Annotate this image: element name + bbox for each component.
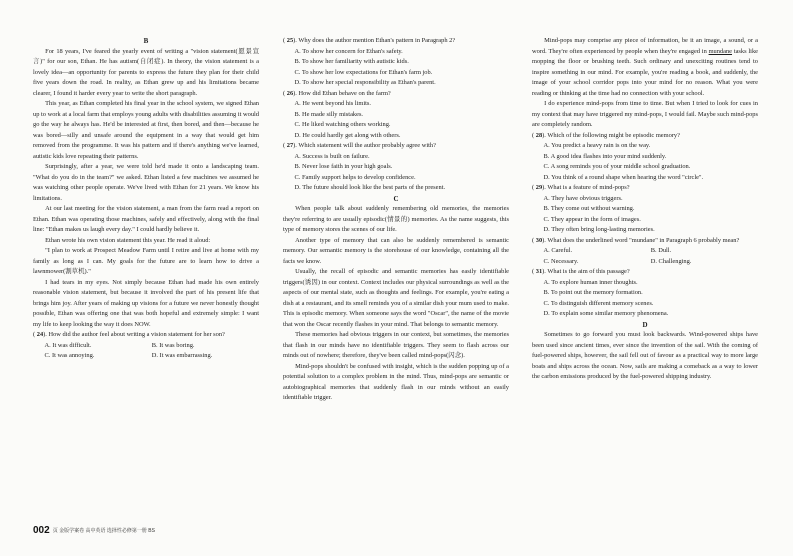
option-b[interactable]: B. Never lose faith in your high goals.: [294, 163, 393, 170]
question-stem: What does the underlined word "mundane" in Paragraph 6 probably mean?: [547, 236, 740, 244]
option-a[interactable]: A. Success is built on failure.: [294, 152, 370, 160]
option-c[interactable]: C. Necessary.: [543, 257, 579, 265]
option-c[interactable]: C. To show her low expectations for Ethan's farm job.: [294, 68, 433, 76]
question-number: 26: [286, 89, 294, 97]
question-26: ( 26). How did Ethan behave on the farm? A. He went beyond his limits. B. He made silly mistakes. C. He liked watching others working. D. He could hardly get along with others.: [283, 89, 509, 142]
passage-c-paragraph-2: Another type of memory that can also be suddenly remembered is semantic memory. Our semantic memory is the storehouse of our knowledge, containing all the facts we know.: [283, 236, 509, 265]
footer-text: 页 金版学案卷 高中英语 选择性必修第一册 BS: [52, 528, 155, 534]
question-number: 30: [535, 236, 543, 244]
question-28: ( 28). Which of the following might be episodic memory? A. You predict a heavy rain is on the way. B. A good idea flashes into your mind suddenly. C. A song reminds you of your middle school graduation. D. You think of a round shape when hearing the word "circle".: [532, 131, 758, 184]
option-c[interactable]: C. It was annoying.: [44, 352, 95, 359]
option-d[interactable]: D. Challenging.: [650, 257, 692, 265]
answer-bracket-open[interactable]: (: [283, 37, 286, 44]
passage-c-paragraph-7: I do experience mind-pops from time to time. But when I tried to look for cues in my context that may have triggered my mind-pops, I would fail. Maybe such mind-pops are completely random.: [532, 100, 758, 128]
answer-bracket-close: ): [542, 236, 545, 244]
passage-c-paragraph-5: Mind-pops shouldn't be confused with insight, which is the sudden popping up of a potential solution to a complex problem in the mind. Thus, mind-pops are semantic or autobiographical memories that suddenly flash in our minds without an easily identifiable trigger.: [283, 362, 509, 401]
option-a[interactable]: A. To show her concern for Ethan's safety.: [294, 47, 403, 55]
option-b[interactable]: B. They come out without warning.: [543, 205, 635, 212]
answer-bracket-open[interactable]: (: [532, 268, 535, 275]
passage-b-paragraph-2: This year, as Ethan completed his final year in the school system, we signed Ethan up to work at a local farm that employs young adults with disabilities assuming it would go the way he always has. He'd be interested at first, then bored, and then—because he was bored—silly and unsafe around the equipment in a way that would get him removed from the programme. It was his pattern and if there's anything we've learned, autistic kids love repeating their patterns.: [33, 100, 259, 160]
question-number: 29: [535, 184, 543, 191]
option-d[interactable]: D. The future should look like the best parts of the present.: [294, 184, 446, 191]
answer-bracket-close: ): [542, 184, 545, 191]
answer-bracket-open[interactable]: (: [283, 142, 286, 149]
option-a[interactable]: A. You predict a heavy rain is on the way.: [543, 142, 651, 149]
option-c[interactable]: C. He liked watching others working.: [294, 121, 391, 128]
answer-bracket-open[interactable]: (: [532, 236, 535, 244]
option-b[interactable]: B. It was boring.: [151, 341, 195, 349]
passage-d-paragraph-1: Sometimes to go forward you must look backwards. Wind-powered ships have been used since ancient times, ever since the invention of the sail. With the coming of fuel-powered ships, however, the sail fell out of favour as a practical way to more large boats and ships across the ocean. Now, sails are making a comeback as a way to lower the carbon emissions produced by the fuel-powered shipping industry.: [532, 331, 758, 380]
passage-c-paragraph-1: When people talk about suddenly remembering old memories, the memories they're referring to are usually episodic(情景的) memories. As the name suggests, this type of memory stores the scenes of our life.: [283, 205, 509, 233]
answer-bracket-open[interactable]: (: [532, 184, 535, 191]
option-c[interactable]: C. Family support helps to develop confidence.: [294, 173, 416, 181]
answer-bracket-close: ): [293, 142, 296, 149]
answer-bracket-close: ): [542, 131, 545, 139]
passage-b-paragraph-4: At our last meeting for the vision statement, a man from the farm read a report on Ethan. Ethan was operating those machines, safely and effectively, along with the final line: "Ethan makes us laugh every day." I could hardly believe it.: [33, 205, 259, 233]
section-heading-b: B: [143, 37, 149, 45]
answer-bracket-open[interactable]: (: [33, 331, 36, 338]
option-a[interactable]: A. To explore human inner thoughts.: [543, 278, 638, 286]
question-number: 24: [36, 331, 44, 338]
option-d[interactable]: D. To explain some similar memory phenomena.: [543, 310, 669, 317]
question-number: 28: [535, 131, 543, 139]
section-heading-d: D: [642, 320, 648, 329]
passage-b-paragraph-6: "I plan to work at Prospect Meadow Farm until I retire and live at home with my family as long as I can. My goals for the future are to learn how to drive a lawnmower(割草机).": [33, 247, 259, 275]
answer-bracket-close: ): [293, 89, 296, 97]
option-c[interactable]: C. To distinguish different memory scenes.: [543, 299, 654, 307]
answer-bracket-close: ): [542, 268, 545, 275]
question-30: ( 30). What does the underlined word "mundane" in Paragraph 6 probably mean? A. Careful. B. Dull. C. Necessary. D. Challenging.: [532, 236, 758, 268]
answer-bracket-close: ): [293, 37, 296, 44]
question-25: ( 25). Why does the author mention Ethan's pattern in Paragraph 2? A. To show her concern for Ethan's safety. B. To show her familiarity with autistic kids. C. To show her low expectations for Ethan's farm job. D. To show her special responsibility as Ethan's parent.: [283, 36, 509, 89]
passage-b-paragraph-5: Ethan wrote his own vision statement this year. He read it aloud:: [45, 236, 211, 244]
option-d[interactable]: D. You think of a round shape when hearing the word "circle".: [543, 173, 704, 181]
passage-c-paragraph-4: These memories had obvious triggers in our context, but sometimes, the memories that flash in our minds have no identifiable triggers. They seem to flash across our minds out of nowhere; therefore, they've been called mind-pops(闪念).: [283, 331, 509, 359]
option-b[interactable]: B. Dull.: [650, 247, 672, 254]
question-31: ( 31). What is the aim of this passage? A. To explore human inner thoughts. B. To point out the memory formation. C. To distinguish different memory scenes. D. To explain some similar memory phenomena.: [532, 267, 758, 320]
option-b[interactable]: B. He made silly mistakes.: [294, 110, 364, 118]
option-b[interactable]: B. To show her familiarity with autistic kids.: [294, 58, 409, 65]
question-number: 27: [286, 142, 294, 149]
column-right: [532, 36, 758, 383]
question-stem: What is the aim of this passage?: [547, 268, 630, 275]
passage-c-paragraph-6: Mind-pops may comprise any piece of information, be it an image, a sound, or a word. They're often experienced by people when they're engaged in mundane tasks like mopping the floor or brushing teeth. Such ordinary and unexciting routines tend to inspire something in our mind. For example, you're reading a book, and suddenly, the image of your school corridor pops into your mind for no reason. What you were reading or thinking at the time had no connection with your school.: [532, 37, 758, 97]
question-number: 31: [535, 268, 543, 275]
option-a[interactable]: A. They have obvious triggers.: [543, 194, 623, 202]
question-29: ( 29). What is a feature of mind-pops? A. They have obvious triggers. B. They come out without warning. C. They appear in the form of images. D. They often bring long-lasting memories.: [532, 183, 758, 236]
option-d[interactable]: D. It was embarrassing.: [151, 352, 213, 359]
option-a[interactable]: A. He went beyond his limits.: [294, 100, 372, 107]
passage-b-paragraph-1: For 18 years, I've feared the yearly event of writing a "vision statement(愿景宣言)" for our son, Ethan. He has autism(自闭症). In theory, the vision statement is a lovely idea—an opportunity for parents to express the future they plan for their child five years down the road. In reality, as Ethan grew up and his limitations became clearer, I found it harder every year to write the short paragraph.: [33, 47, 259, 97]
column-left: [33, 36, 259, 362]
answer-bracket-close: ): [43, 331, 46, 338]
option-c[interactable]: C. They appear in the form of images.: [543, 215, 641, 223]
question-stem: What is a feature of mind-pops?: [547, 184, 630, 191]
passage-b-paragraph-3: Surprisingly, after a year, we were told he'd made it onto a landscaping team. "What do you do in the team?" we asked. Ethan listed a few machines we assumed he was watching other people operate. We've lived with Ethan for 21 years. We know his limitations.: [33, 163, 259, 202]
question-27: ( 27). Which statement will the author probably agree with? A. Success is built on failure. B. Never lose faith in your high goals. C. Family support helps to develop confidence. D. The future should look like the best parts of the present.: [283, 141, 509, 194]
answer-bracket-open[interactable]: (: [283, 89, 286, 97]
page-number: 002: [33, 525, 50, 536]
question-stem: Which statement will the author probably agree with?: [298, 142, 436, 149]
question-stem: How did the author feel about writing a vision statement for her son?: [48, 331, 225, 338]
column-middle: [283, 36, 509, 404]
option-b[interactable]: B. To point out the memory formation.: [543, 289, 643, 296]
section-heading-c: C: [393, 194, 399, 203]
underlined-word-mundane: mundane: [708, 47, 733, 55]
passage-c-paragraph-3: Usually, the recall of episodic and semantic memories has easily identifiable triggers(诱因) in our context. Context includes our physical surroundings as well as the aspects of our mental state, such as thoughts and feelings. For example, you're eating a dish at a restaurant, and its smell reminds you of a similar dish your mum used to make. This is episodic memory. When someone says the word "Oscar", the name of the movie that won the Oscar recently flashes in your mind. That belongs to semantic memory.: [283, 268, 509, 328]
option-a[interactable]: A. Careful.: [543, 247, 573, 254]
question-number: 25: [286, 37, 294, 44]
answer-bracket-open[interactable]: (: [532, 131, 535, 139]
option-b[interactable]: B. A good idea flashes into your mind suddenly.: [543, 152, 667, 160]
question-stem: Which of the following might be episodic memory?: [547, 131, 680, 139]
question-stem: How did Ethan behave on the farm?: [298, 89, 391, 97]
passage-b-paragraph-7: I had tears in my eyes. Not simply because Ethan had made his own entirely reasonable vision statement, but because it involved the part of his present life that brings him joy. After years of making up visions for a future we never honestly thought possible, Ethan was offering one that was both hopeful and extremely simple: I want my life to keep looking the way it does NOW.: [33, 278, 259, 328]
option-a[interactable]: A. It was difficult.: [44, 341, 92, 349]
question-stem: Why does the author mention Ethan's pattern in Paragraph 2?: [298, 37, 456, 44]
option-d[interactable]: D. They often bring long-lasting memories.: [543, 226, 655, 233]
question-24: ( 24). How did the author feel about writing a vision statement for her son? A. It was difficult. B. It was boring. C. It was annoying. D. It was embarrassing.: [33, 330, 259, 362]
page-footer: [33, 525, 155, 537]
option-c[interactable]: C. A song reminds you of your middle school graduation.: [543, 163, 691, 170]
option-d[interactable]: D. To show her special responsibility as Ethan's parent.: [294, 79, 436, 86]
option-d[interactable]: D. He could hardly get along with others.: [294, 131, 401, 139]
